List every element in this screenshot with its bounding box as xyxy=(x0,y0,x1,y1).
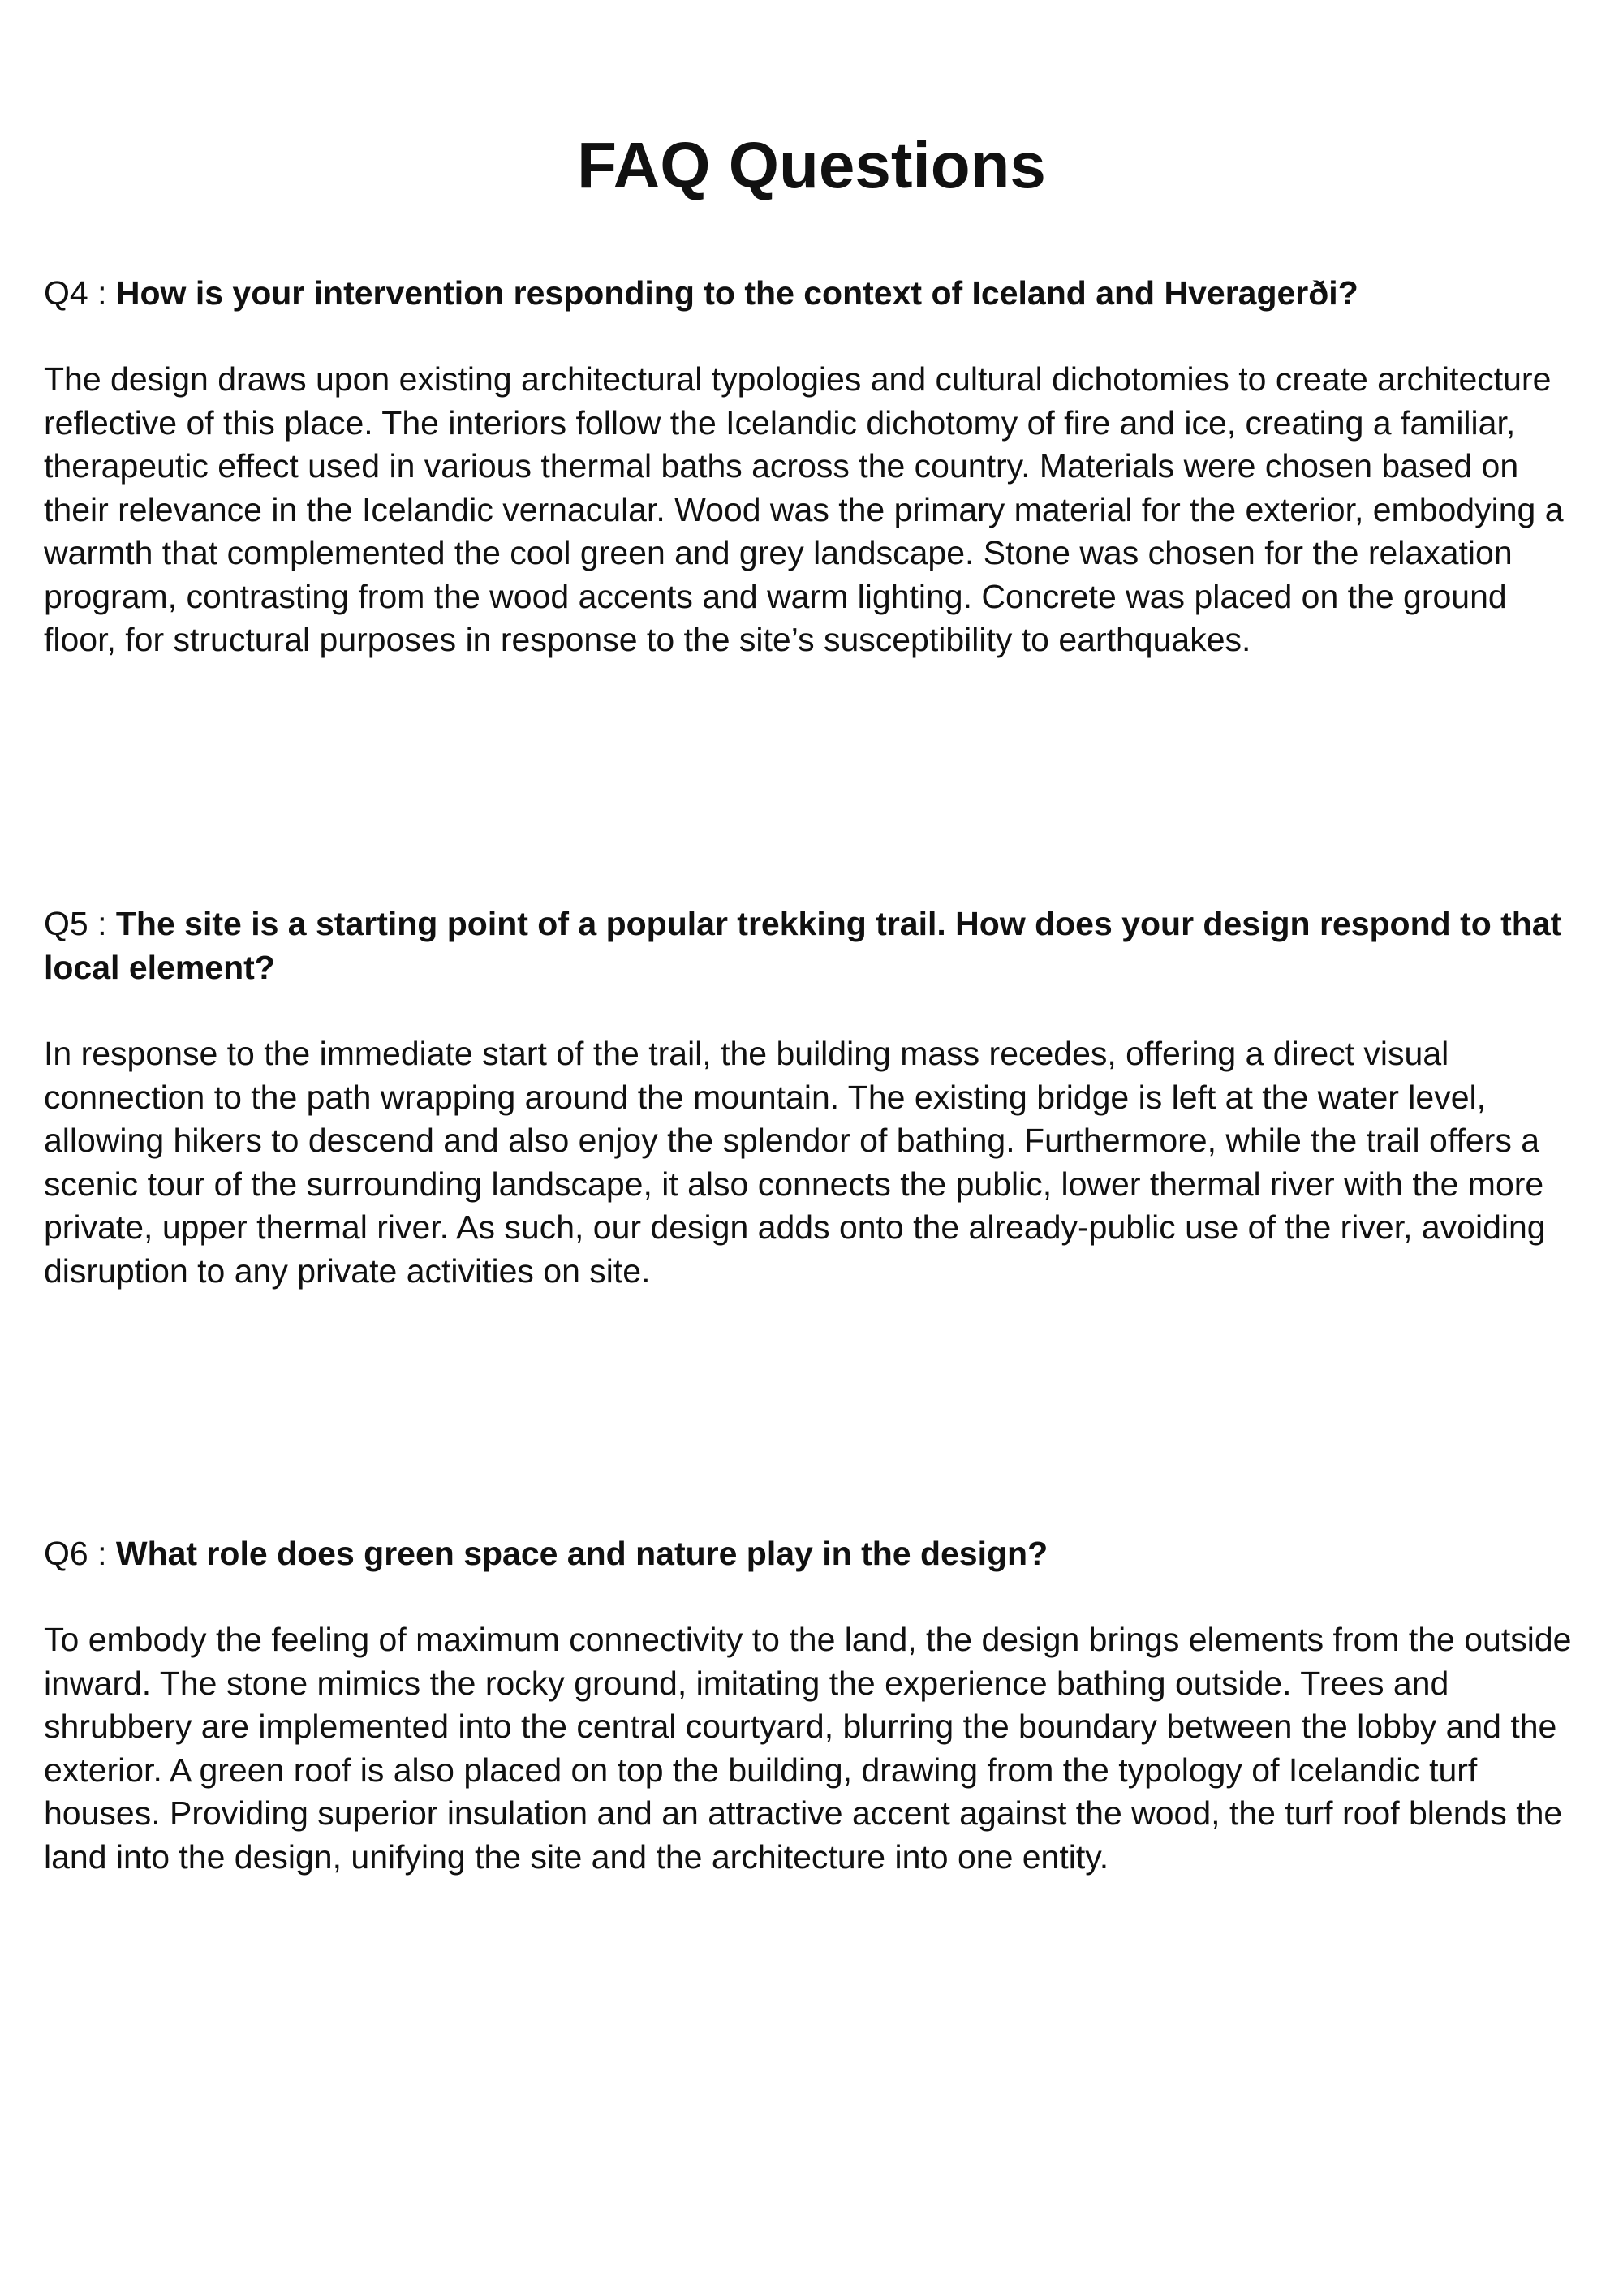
question-separator: : xyxy=(88,905,116,942)
faq-answer-q6: To embody the feeling of maximum connectivity to the land, the design brings elements from the outside inward. The stone mimics the rocky ground, imitating the experience bathing outside. Trees and shrubbery are implemented into the central courtyard, blurring the boundary between the lobby and the exterior. A green roof is also placed on top the building, drawing from the typology of Icelandic turf houses. Providing superior insulation and an attractive accent against the wood, the turf roof blends the land into the design, unifying the site and the architecture into one entity. xyxy=(44,1621,1572,1876)
faq-question-q4 xyxy=(44,271,1582,315)
page-title: FAQ Questions xyxy=(577,128,1046,201)
question-text: How is your intervention responding to the context of Iceland and Hveragerði? xyxy=(115,274,1358,312)
question-number: Q6 xyxy=(44,1535,88,1572)
faq-answer-q5: In response to the immediate start of the trail, the building mass recedes, offering a direct visual connection to the path wrapping around the mountain. The existing bridge is left at the water level, allowing hikers to descend and also enjoy the splendor of bathing. Furthermore, while the trail offers a scenic tour of the surrounding landscape, it also connects the public, lower thermal river with the more private, upper thermal river. As such, our design adds onto the already-public use of the river, avoiding disruption to any private activities on site. xyxy=(44,1035,1546,1290)
faq-item-q4 xyxy=(44,271,1582,662)
faq-answer-q4: The design draws upon existing architectural typologies and cultural dichotomies to create architecture reflective of this place. The interiors follow the Icelandic dichotomy of fire and ice, creating a familiar, therapeutic effect used in various thermal baths across the country. Materials were chosen based on their relevance in the Icelandic vernacular. Wood was the primary material for the exterior, embodying a warmth that complemented the cool green and grey landscape. Stone was chosen for the relaxation program, contrasting from the wood accents and warm lighting. Concrete was placed on the ground floor, for structural purposes in response to the site’s susceptibility to earthquakes. xyxy=(44,360,1564,658)
question-text: What role does green space and nature play in the design? xyxy=(115,1535,1048,1572)
faq-question-q6 xyxy=(44,1531,1582,1575)
question-number: Q5 xyxy=(44,905,88,942)
question-number: Q4 xyxy=(44,274,88,312)
faq-item-q5 xyxy=(44,902,1582,1293)
faq-item-q6 xyxy=(44,1531,1582,1879)
question-text: The site is a starting point of a popular trekking trail. How does your design respond to that local element? xyxy=(44,905,1562,986)
question-separator: : xyxy=(88,274,116,312)
faq-question-q5 xyxy=(44,902,1582,989)
question-separator: : xyxy=(88,1535,116,1572)
